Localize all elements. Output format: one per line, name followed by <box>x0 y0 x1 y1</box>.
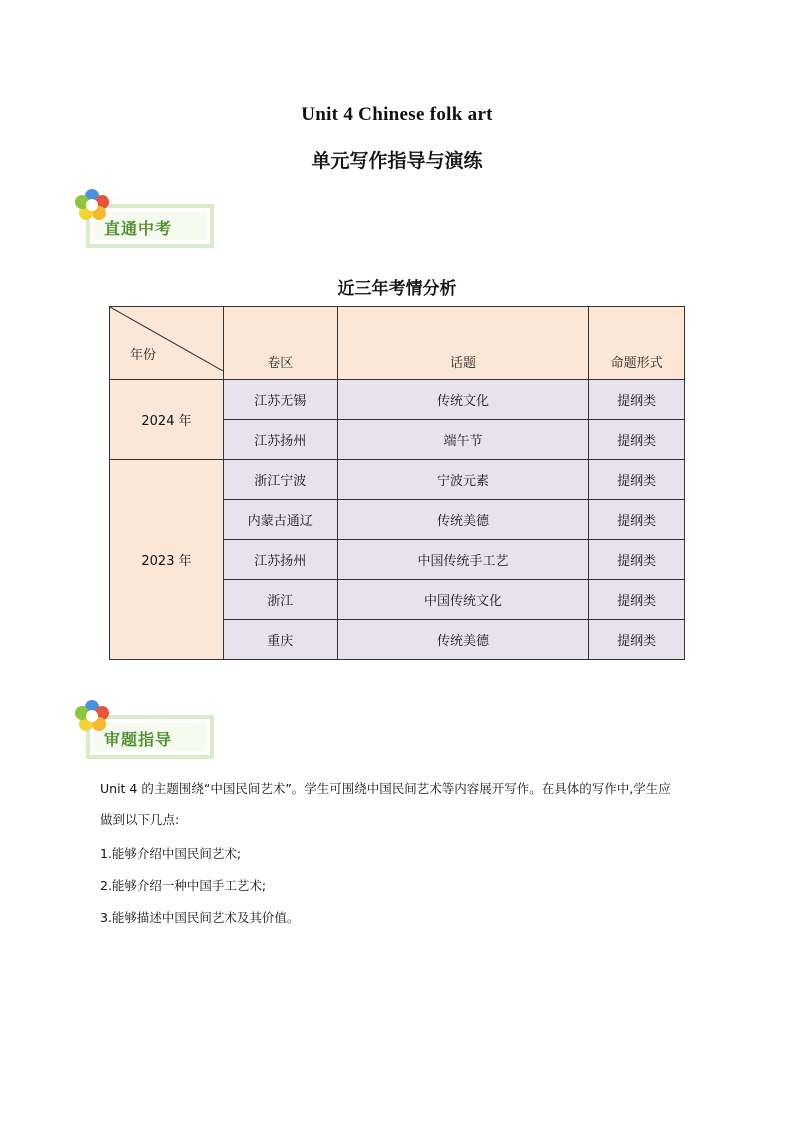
type-cell: 提纲类 <box>589 580 685 620</box>
topic-cell: 中国传统文化 <box>337 580 589 620</box>
topic-cell: 传统文化 <box>337 380 589 420</box>
region-cell: 江苏扬州 <box>224 420 338 460</box>
year-cell: 2023 年 <box>110 460 224 660</box>
topic-cell: 宁波元素 <box>337 460 589 500</box>
topic-cell: 端午节 <box>337 420 589 460</box>
type-cell: 提纲类 <box>589 420 685 460</box>
table-row <box>110 460 685 500</box>
header-region: 卷区 <box>224 307 338 380</box>
region-cell: 重庆 <box>224 620 338 660</box>
region-cell: 浙江 <box>224 580 338 620</box>
type-cell: 提纲类 <box>589 380 685 420</box>
header-year: 年份 <box>130 348 157 363</box>
topic-cell: 传统美德 <box>337 500 589 540</box>
topic-cell: 传统美德 <box>337 620 589 660</box>
header-type: 命题形式 <box>589 307 685 380</box>
region-cell: 江苏扬州 <box>224 540 338 580</box>
section-badge-exam <box>72 186 232 256</box>
badge-label: 直通中考 <box>104 219 173 238</box>
region-cell: 内蒙古通辽 <box>224 500 338 540</box>
exam-analysis-table <box>109 306 685 660</box>
guide-point-3: 3.能够描述中国民间艺术及其价值。 <box>100 910 300 925</box>
page-title-zh: 单元写作指导与演练 <box>311 150 483 172</box>
guide-point-2: 2.能够介绍一种中国手工艺术; <box>100 878 267 893</box>
header-topic: 话题 <box>337 307 589 380</box>
type-cell: 提纲类 <box>589 620 685 660</box>
region-cell: 江苏无锡 <box>224 380 338 420</box>
table-row <box>110 380 685 420</box>
guide-intro-line2: 做到以下几点: <box>100 812 180 827</box>
header-year-cell <box>110 307 224 380</box>
table-header-row <box>110 307 685 380</box>
year-cell: 2024 年 <box>110 380 224 460</box>
page-title-en: Unit 4 Chinese folk art <box>301 104 493 125</box>
guide-point-1: 1.能够介绍中国民间艺术; <box>100 846 242 861</box>
section-badge-guide <box>72 697 232 767</box>
badge-label: 审题指导 <box>104 730 173 749</box>
topic-cell: 中国传统手工艺 <box>337 540 589 580</box>
type-cell: 提纲类 <box>589 500 685 540</box>
type-cell: 提纲类 <box>589 540 685 580</box>
type-cell: 提纲类 <box>589 460 685 500</box>
table-title: 近三年考情分析 <box>337 279 457 299</box>
region-cell: 浙江宁波 <box>224 460 338 500</box>
guide-intro-line1: Unit 4 的主题围绕“中国民间艺术”。学生可围绕中国民间艺术等内容展开写作。在具体的写作中,学生应 <box>100 781 671 796</box>
